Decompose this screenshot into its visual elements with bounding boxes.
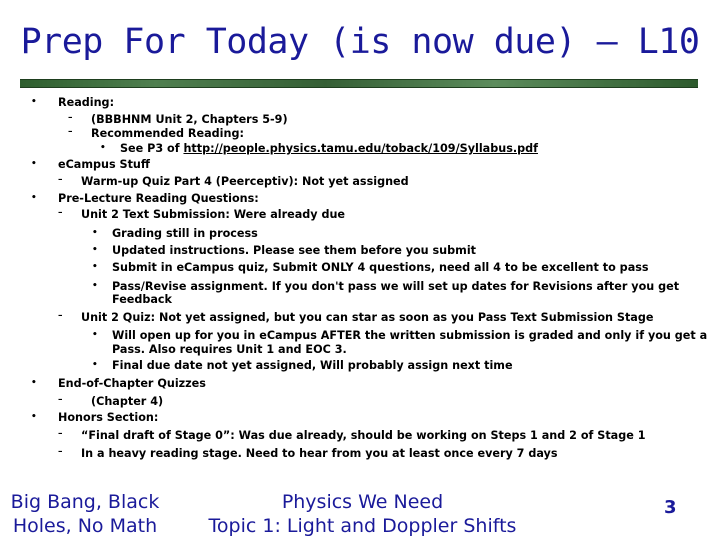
dash-marker: – (58, 208, 63, 218)
syllabus-prefix: See P3 of (120, 142, 184, 155)
line-recommended-reading: Recommended Reading: (91, 127, 244, 140)
line-unit2-text: Unit 2 Text Submission: Were already due (81, 208, 346, 221)
title-divider (20, 79, 698, 88)
bullet-marker: • (100, 143, 106, 153)
line-grading: Grading still in process (112, 227, 258, 240)
line-unit2-quiz: Unit 2 Quiz: Not yet assigned, but you can star as soon as you Pass Text Submission Stage (81, 311, 654, 324)
dash-marker: – (58, 311, 63, 321)
dash-marker: – (58, 395, 63, 405)
line-submit-ecampus: Submit in eCampus quiz, Submit ONLY 4 questions, need all 4 to be excellent to pass (112, 261, 649, 274)
bullet-marker: • (31, 97, 37, 107)
line-end-of-chapter: End-of-Chapter Quizzes (58, 377, 206, 390)
line-reading-chapters: (BBBHNM Unit 2, Chapters 5-9) (91, 113, 288, 126)
line-warmup-quiz: Warm-up Quiz Part 4 (Peerceptiv): Not yet assigned (81, 175, 409, 188)
page-number: 3 (664, 497, 677, 518)
line-pass-revise: Pass/Revise assignment. If you don't pass we will set up dates for Revisions after you get (112, 280, 680, 293)
line-pass-revise-cont: Feedback (112, 293, 173, 306)
footer-course-title (0, 490, 170, 538)
footer-course-line2: Holes, No Math (12, 515, 158, 537)
line-honors: Honors Section: (58, 411, 159, 424)
footer-topic-line2: Topic 1: Light and Doppler Shifts (208, 515, 517, 537)
bullet-marker: • (92, 360, 98, 370)
bullet-marker: • (31, 412, 37, 422)
line-final-draft: “Final draft of Stage 0”: Was due already, should be working on Steps 1 and 2 of Stage 1 (81, 429, 646, 442)
bullet-marker: • (92, 228, 98, 238)
line-updated-instructions: Updated instructions. Please see them before you submit (112, 244, 476, 257)
bullet-marker: • (31, 159, 37, 169)
footer-course-line1: Big Bang, Black (10, 491, 160, 513)
dash-marker: – (58, 429, 63, 439)
line-ecampus-stuff: eCampus Stuff (58, 158, 150, 171)
dash-marker: – (68, 113, 73, 123)
bullet-marker: • (31, 378, 37, 388)
dash-marker: – (58, 447, 63, 457)
line-will-open: Will open up for you in eCampus AFTER the written submission is graded and only if you get a (112, 329, 708, 342)
line-will-open-cont: Pass. Also requires Unit 1 and EOC 3. (112, 343, 347, 356)
dash-marker: – (58, 175, 63, 185)
line-chapter-4: (Chapter 4) (91, 395, 164, 408)
bullet-marker: • (92, 245, 98, 255)
line-heavy-reading: In a heavy reading stage. Need to hear from you at least once every 7 days (81, 447, 558, 460)
line-prelecture: Pre-Lecture Reading Questions: (58, 192, 259, 205)
line-syllabus (120, 142, 538, 156)
syllabus-link[interactable]: http://people.physics.tamu.edu/toback/109/Syllabus.pdf (183, 142, 538, 155)
line-reading: Reading: (58, 96, 115, 109)
slide-title: Prep For Today (is now due) – L10 (20, 22, 700, 62)
footer-topic (190, 490, 535, 538)
bullet-marker: • (92, 262, 98, 272)
bullet-marker: • (31, 193, 37, 203)
footer-topic-line1: Physics We Need (281, 491, 444, 513)
line-final-due: Final due date not yet assigned, Will probably assign next time (112, 359, 513, 372)
dash-marker: – (68, 127, 73, 137)
bullet-marker: • (92, 281, 98, 291)
bullet-marker: • (92, 330, 98, 340)
